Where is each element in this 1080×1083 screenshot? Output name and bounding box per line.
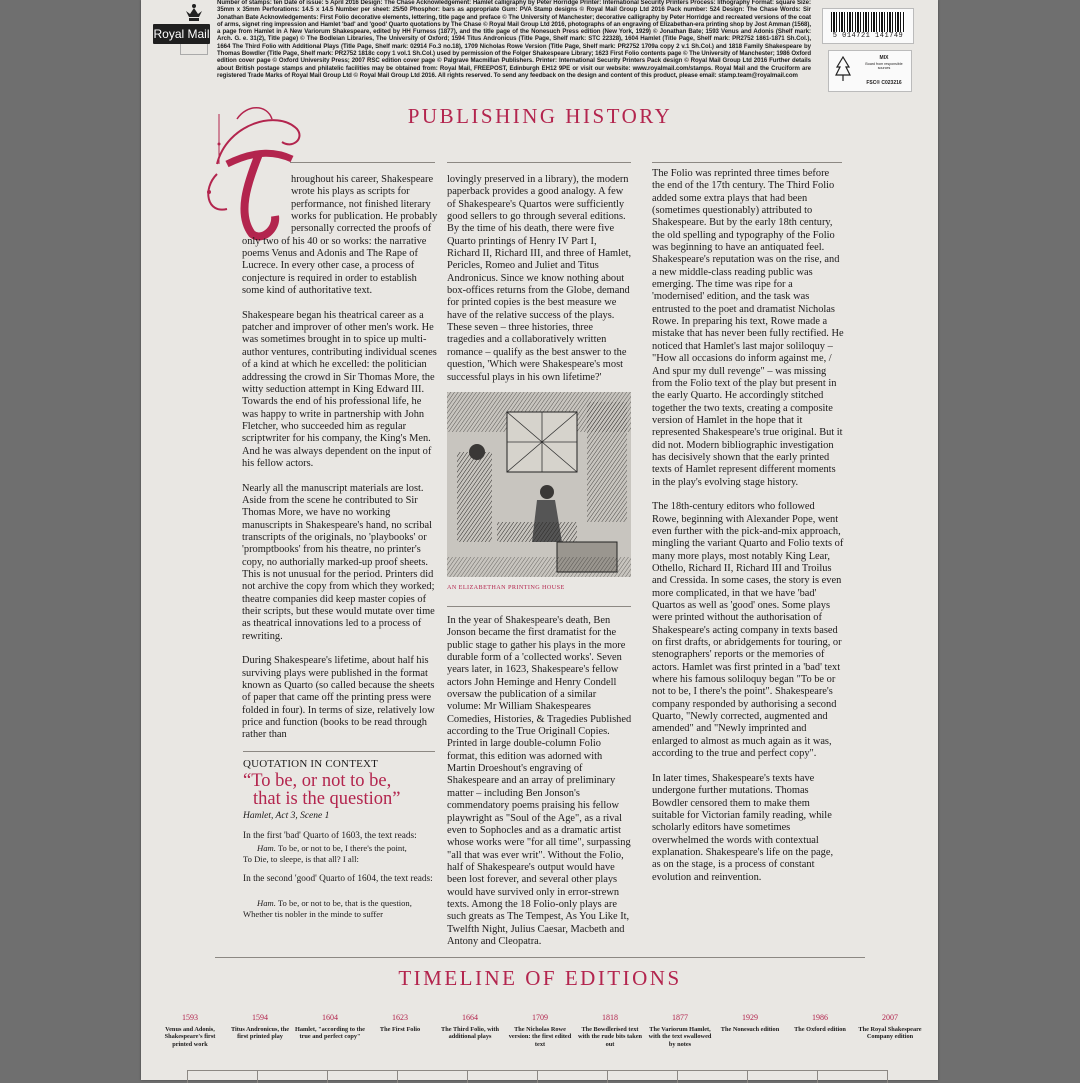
quote-line-2: that is the question” — [253, 789, 401, 809]
fsc-source: Board from responsible sources — [865, 62, 903, 70]
column-3 — [652, 168, 844, 896]
printing-house-engraving — [447, 392, 631, 577]
timeline-description: The Royal Shakespeare Company edition — [858, 1026, 922, 1041]
timeline-grid-line — [537, 1071, 538, 1083]
barcode — [822, 8, 914, 44]
timeline-item — [505, 1012, 575, 1048]
timeline-year: 1604 — [322, 1013, 338, 1022]
logo-frame — [180, 44, 208, 55]
barcode-number: 5 014721 141749 — [832, 32, 904, 40]
timeline-description: The Nicholas Rowe version: the first edited text — [508, 1026, 572, 1048]
column-2-bottom — [447, 615, 632, 961]
paragraph: During Shakespeare's lifetime, about half his surviving plays were published in the format known as Quarto (so called because the sheets of paper that came off the printing press were folded in four). In terms of size, relatively low price and function (books to be read through rather than — [242, 655, 435, 741]
timeline-description: The Bowdlerised text with the rude bits taken out — [577, 1026, 643, 1048]
image-caption: AN ELIZABETHAN PRINTING HOUSE — [447, 584, 565, 591]
timeline-item — [715, 1012, 785, 1033]
first-quarto-line-2: To Die, to sleepe, is that all? I all: — [243, 854, 359, 864]
featured-quote — [243, 772, 400, 808]
timeline-year: 1594 — [252, 1013, 268, 1022]
timeline-grid-line — [747, 1071, 748, 1083]
paragraph: Shakespeare began his theatrical career as a patcher and improver of other men's work. He was sometimes brought in to spice up multi-author ventures, contributing individual scenes of a kind at which he excelled: the politician addressing the crowd in Sir Thomas More, the witty seduction attempt in King Edward III. Towards the end of his professional life, he was happy to write in partnership with John Fletcher, who succeeded him as regular scriptwriter for his company, the King's Men. And he was always dependent on the input of his fellow actors. — [242, 309, 437, 469]
timeline-item — [365, 1012, 435, 1033]
paragraph: The Folio was reprinted three times before the end of the 17th century. The Third Folio added some extra plays that had been (sometimes questionably) attributed to Shakespeare. But by the early 18th century, the old spelling and typography of the Folio was beginning to have an antiquated feel. Shakespeare's reputation was on the rise, and a new middle-class reading public was emerging. The time was ripe for a 'modernised' edition, and the task was entrusted to the poet and dramatist Nicholas Rowe. In preparing his text, Rowe made a mistake that has never been fully rectified. He noticed that Hamlet's last major soliloquy – "How all occasions do inform against me, / And spur my dull revenge" – was missing from the Folio text of the play but present in the early Quarto. He accordingly stitched together the two texts, creating a composite version of Hamlet in the hope that it represented Shakespeare's true original. But it did not. Modern bibliographic investigation has decisively shown that the early printed texts of Hamlet represent different moments in the play's evolving stage history. — [652, 168, 844, 488]
speaker: Ham. — [257, 898, 276, 908]
timeline-year: 1664 — [462, 1013, 478, 1022]
timeline-item — [645, 1012, 715, 1048]
verse-text: To be, or not to be, I there's the point, — [277, 843, 407, 853]
timeline-item — [435, 1012, 505, 1041]
col2-rule — [447, 162, 631, 163]
crown-icon — [183, 3, 205, 23]
timeline-description: Hamlet, "according to the true and perfect copy" — [295, 1026, 365, 1041]
paragraph: lovingly preserved in a library), the modern paperback provides a good analogy. A few of Shakespeare's Quartos were sufficiently good sellers to go through several editions. By the time of his death, there were five Quarto printings of Henry IV Part I, Richard II, Richard III, and three of Hamlet, Pericles, Romeo and Juliet and Titus Andronicus. Since we know nothing about box-offices returns from the Globe, demand for printed copies is the best measure we have of the relative success of the plays. These seven – three histories, three tragedies and a collaboratively written romance – qualify as the best answer to the question, 'Which were Shakespeare's most successful plays in his own lifetime?' — [447, 174, 632, 383]
timeline-grid-line — [257, 1071, 258, 1083]
paragraph: In the year of Shakespeare's death, Ben Jonson became the first dramatist for the public stage to gather his plays in the more durable form of a 'collected works'. Seven years later, in 1623, Shakespeare's fellow actors John Heminge and Henry Condell oversaw the publication of a similar volume: Mr William Shakespeares Comedies, Histories, & Tragedies Published according to the True Originall Copies. Printed in large double-column Folio format, this edition was adorned with Martin Droeshout's engraving of Shakespeare and an array of preliminary matter – including Ben Jonson's commendatory poems praising his fellow playwright as "Soul of the Age", as a rival even to Sophocles and as a dramatic artist whose works were "for all time", surpassing "all that was ever writ". Without the Folio, half of Shakespeare's output would have been lost forever, and several other plays would have survived only in error-strewn texts. Among the 18 Folio-only plays are such greats as The Tempest, As You Like It, Twelfth Night, Julius Caesar, Macbeth and Antony and Cleopatra. — [447, 615, 632, 947]
quotation-heading: QUOTATION IN CONTEXT — [243, 758, 379, 770]
timeline-item — [575, 1012, 645, 1048]
timeline-grid-line — [677, 1071, 678, 1083]
second-quarto-line-1 — [243, 898, 443, 909]
quote-line-1: “To be, or not to be, — [243, 771, 392, 791]
barcode-bars — [831, 12, 905, 32]
timeline-description: The Variorum Hamlet, with the text swallowed by notes — [648, 1026, 712, 1048]
speaker: Ham. — [257, 843, 276, 853]
timeline-grid-line — [607, 1071, 608, 1083]
timeline-description: Titus Andronicus, the first printed play — [230, 1026, 290, 1041]
first-quarto-intro: In the first 'bad' Quarto of 1603, the text reads: — [243, 831, 417, 841]
timeline-year: 1986 — [812, 1013, 828, 1022]
fsc-mix: MIX — [879, 55, 889, 61]
timeline-item — [855, 1012, 925, 1041]
timeline-year: 1818 — [602, 1013, 618, 1022]
paragraph: Nearly all the manuscript materials are lost. Aside from the scene he contributed to Sir Thomas More, we have no working manuscripts in Shakespeare's hand, no scribal transcripts of the originals, no 'playbooks' or 'promptbooks' from his theatre, no printer's copy, no authorially marked-up proof sheets. This is not unusual for the period. Printers did not archive the copy from which they worked; theatre companies did keep master copies of their scripts, but these would mutate over time as theatrical innovations led to a process of rewriting. — [242, 482, 435, 642]
timeline-description: The First Folio — [379, 1026, 421, 1033]
timeline-year: 1593 — [182, 1013, 198, 1022]
paragraph: hroughout his career, Shakespeare wrote his plays as scripts for performance, not finished literary works for publication. He probably personally corrected the proofs of only two of his 40 or so works: the narrative poems Venus and Adonis and The Rape of Lucrece. In every other case, a process of conjecture is required in order to establish some kind of authoritative text. — [242, 174, 438, 297]
col2-mid-rule — [447, 606, 631, 607]
timeline-grid-line — [467, 1071, 468, 1083]
fsc-label — [828, 50, 912, 92]
column-1 — [242, 174, 438, 754]
timeline-grid-line — [397, 1071, 398, 1083]
publishing-history-title: PUBLISHING HISTORY — [407, 104, 673, 128]
verse-text: To be, or not to be, that is the question, — [277, 898, 412, 908]
timeline-rule — [215, 957, 865, 958]
col1-rule — [290, 162, 435, 163]
fsc-tree-icon — [834, 55, 852, 85]
first-quarto-line-1 — [243, 843, 443, 854]
timeline-description: Venus and Adonis, Shakespeare's first printed work — [164, 1026, 216, 1048]
timeline-item — [155, 1012, 225, 1048]
timeline-year: 1877 — [672, 1013, 688, 1022]
paragraph: The 18th-century editors who followed Rowe, beginning with Alexander Pope, went even further with the pick-and-mix approach, mingling the variant Quarto and Folio texts of many more plays, most notably King Lear, Othello, Richard II, Richard III and Troilus and Cressida. In some cases, the story is even more complicated, in that we have 'bad' Quartos as well as 'good' ones. Some plays were printed without the authorisation of Shakespeare's acting company in texts based on first drafts, or abridgements for touring, or stenographers' reports or the memories of actors. Hamlet was first printed in a 'bad' text where his famous soliloquy began "To be or not to be, I there's the point". Shakespeare's company responded by authorising a second Quarto, "Newly corrected, augmented and amended" and "Newly imprinted and enlarged to almost as much again as it was, according to the true and perfect copy". — [652, 501, 844, 760]
dropcap-space — [242, 174, 291, 235]
col3-rule — [652, 162, 842, 163]
timeline-item — [295, 1012, 365, 1041]
timeline-description: The Third Folio, with additional plays — [441, 1026, 499, 1041]
royal-mail-logo: Royal Mail — [153, 24, 210, 44]
paragraph: In later times, Shakespeare's texts have undergone further mutations. Thomas Bowdler censored them to make them suitable for Victorian family reading, while scholarly editors have sometimes overwhelmed the words with contextual explanation. Shakespeare's life on the page, as on the stage, is a process of constant evolution and reinvention. — [652, 772, 834, 883]
timeline-description: The Nonesuch edition — [720, 1026, 780, 1033]
second-quarto-line-2: Whether tis nobler in the minde to suffer — [243, 909, 383, 919]
timeline-grid-line — [817, 1071, 818, 1083]
timeline-grid-line — [187, 1071, 188, 1083]
quote-reference: Hamlet, Act 3, Scene 1 — [243, 811, 330, 821]
timeline-item — [785, 1012, 855, 1033]
quotation-rule — [243, 751, 435, 752]
timeline-title: TIMELINE OF EDITIONS — [398, 966, 682, 990]
timeline-grid — [187, 1070, 888, 1083]
timeline-grid-line — [327, 1071, 328, 1083]
timeline-description: The Oxford edition — [794, 1026, 846, 1033]
timeline-year: 1709 — [532, 1013, 548, 1022]
column-2-top — [447, 174, 632, 396]
timeline-grid-line — [887, 1071, 888, 1083]
fsc-code: FSC® C023216 — [866, 80, 902, 86]
timeline-year: 2007 — [882, 1013, 898, 1022]
timeline-year: 1623 — [392, 1013, 408, 1022]
credits-text: Number of stamps: ten Date of issue: 5 April 2016 Design: The Chase Acknowledgement: Hamlet calligraphy by Peter Horridge Printer: International Security Printers Process: lithography Format: square Size: 35mm x 35mm Perforations: 14.5 x 14.5 Number per sheet: 25/50 Phosphor: bars as appropriate Gum: PVA Stamp designs © Royal Mail Group Ltd 2016 Pack number: 524 Design: The Chase Words: Sir Jonathan Bate Acknowledgements: First Folio decorative elements, lettering, title page and preface © The University of Manchester; decorative calligraphy by Peter Horridge and recreated versions of the coat of arms, signet ring impression and Hamlet 'bad' and 'good' Quarto quotations by The Chase © Royal Mail Group Ltd 2016, photographs of an engraving of Elizabethan-era printing shop by Jost Amman (1568), a page from Hamlet in A New Variorum Shakespeare, edited by HH Furness (1877), and the title page of the Nonesuch Press edition (New York, 1929) © Jonathan Bate; 1593 Venus and Adonis (Shelf mark: Arch. G. e. 31(2), Title page) © The Bodleian Libraries, The University of Oxford; 1594 Titus Andronicus (Title Page, Shelf mark: STC 22328), 1604 Hamlet (Title Page, Shelf mark: PR2752 1861-1871 Sh.Col.), 1664 The Third Folio with Additional Plays (Title Page, Shelf mark: 02914 Fo.3 no.18), 1709 Nicholas Rowe Version (Title Page, Shelf mark: PR2752 1709a copy 2 v.1 Sh.Col.) and 1818 Family Shakespeare by Thomas Bowdler (Title Page, Shelf mark: PR2752 1818c copy 1 vol.1 Sh.Col.) used by permission of the Folger Shakespeare Library; 1623 First Folio contents page © The University of Manchester; 1986 Oxford edition cover page © Oxford University Press; 2007 RSC edition cover page © Palgrave Macmillan Publishers. Printer: International Security Printers Pack design © Royal Mail Group Ltd 2016 Further details about British postage stamps and philatelic facilities may be obtained from: Royal Mail, FREEPOST, Edinburgh EH12 9PE or visit our website: www.royalmail.com/stamps. Royal Mail and the Cruciform are registered Trade Marks of Royal Mail Group Ltd © Royal Mail Group Ltd 2016. All rights reserved. To send any feedback on the design and content of this product, please email: stamp.team@royalmail.com — [217, 0, 811, 79]
second-quarto-intro: In the second 'good' Quarto of 1604, the text reads: — [243, 874, 433, 884]
timeline-item — [225, 1012, 295, 1041]
timeline-year: 1929 — [742, 1013, 758, 1022]
